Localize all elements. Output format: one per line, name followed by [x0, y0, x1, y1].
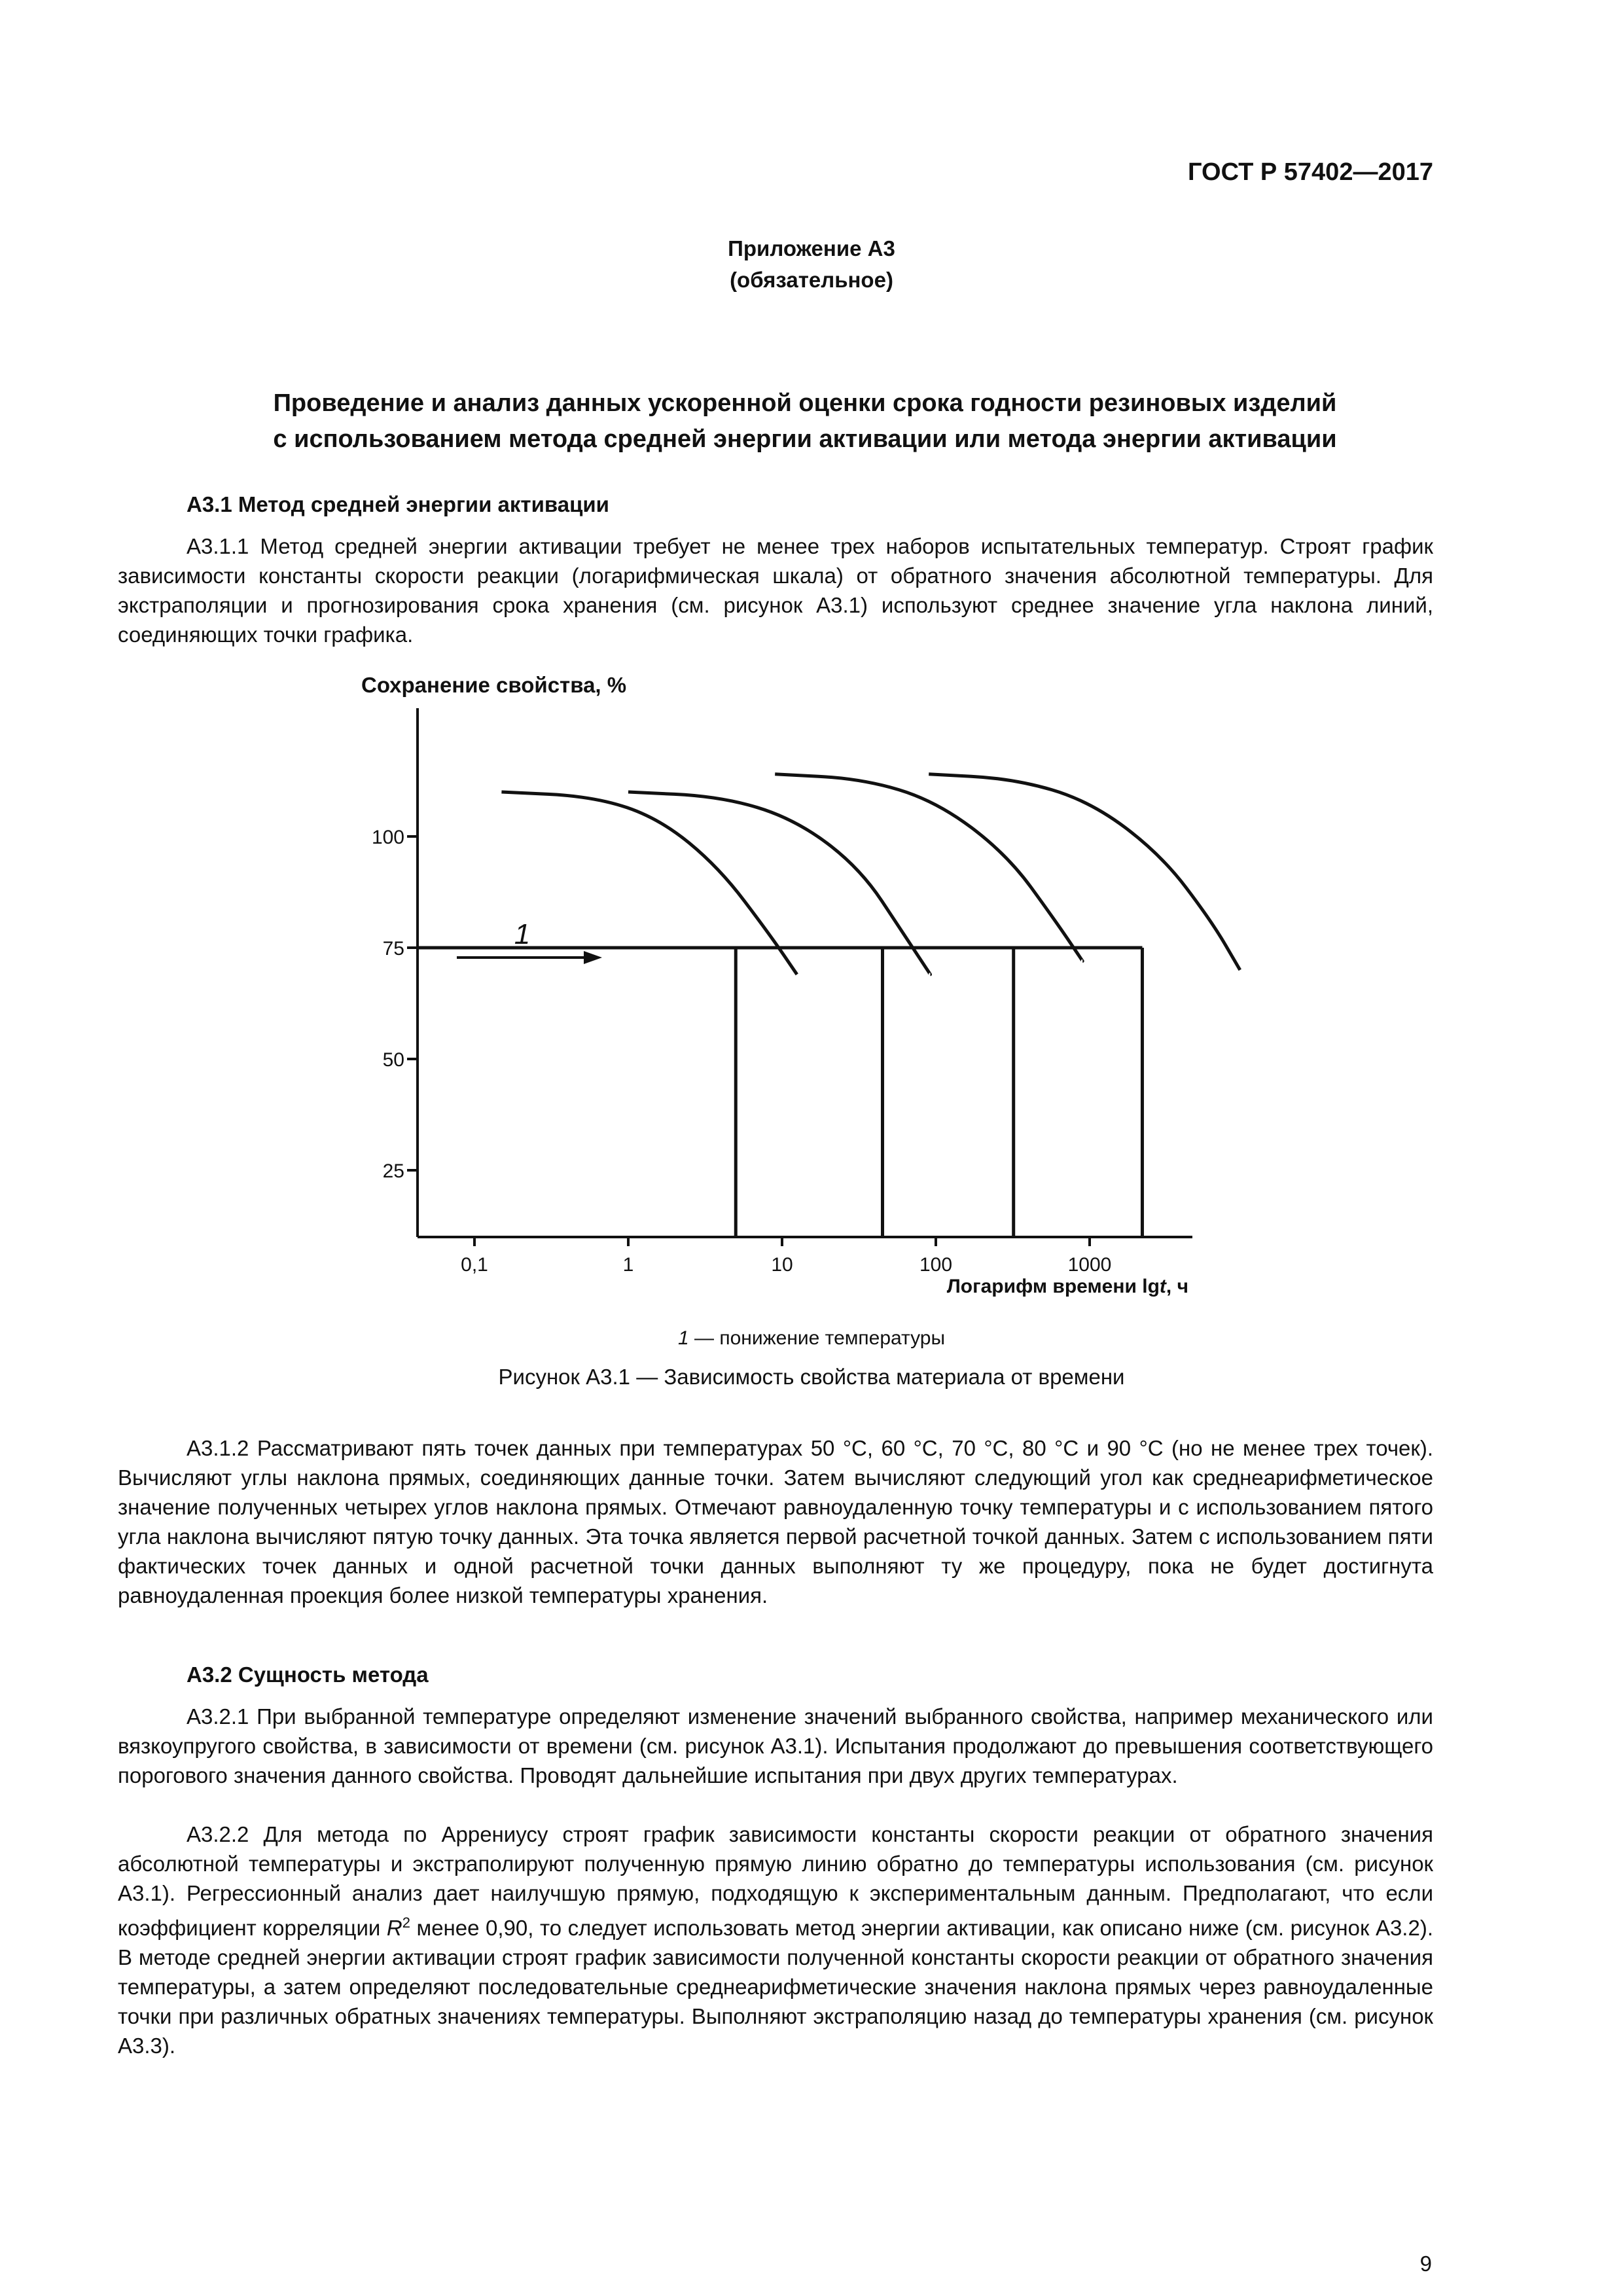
figure-note-text: — понижение температуры [688, 1327, 946, 1349]
standard-number: ГОСТ Р 57402—2017 [1188, 158, 1433, 186]
series-curve [929, 774, 1240, 970]
y-tick-label: 50 [382, 1049, 404, 1071]
paragraph-a3-2-1 [118, 1702, 1433, 1790]
heading-a3-2: А3.2 Сущность метода [187, 1662, 429, 1687]
appendix-status: (обязательное) [730, 268, 893, 292]
series-curve [775, 774, 1082, 961]
paragraph-a3-1-1 [118, 531, 1433, 649]
arrow-label: 1 [514, 918, 531, 950]
figure-note-number: 1 [677, 1327, 689, 1349]
x-tick-label: 1 [622, 1254, 634, 1276]
figure-a3-1-chart [340, 661, 1257, 1316]
paragraph-a3-1-2 [118, 1433, 1433, 1610]
appendix-title: Приложение А3 [728, 236, 895, 260]
paragraph-a3-1-2-text: А3.1.2 Рассматривают пять точек данных при температурах 50 °С, 60 °С, 70 °С, 80 °С и 90 °С (но не менее трех точек). Вычисляют углы наклона прямых, соединяющих данные точки. Затем вычисляют следующий угол как среднеарифметическое значение полученных четырех углов наклона прямых. Отмечают равноудаленную точку температуры и с использованием пятого угла наклона вычисляют пятую точку данных. Эта точка является первой расчетной точкой данных. Затем с использованием пяти фактических точек данных и одной расчетной точки данных выполняют ту же процедуру, пока не будет достигнута равноудаленная проекция более низкой температуры хранения. [118, 1436, 1433, 1607]
chart-xlabel: Логарифм времени lgt, ч [946, 1276, 1188, 1297]
chart-ylabel: Сохранение свойства, % [361, 673, 627, 697]
paragraph-a3-2-2 [118, 1820, 1433, 2060]
x-tick-label: 1000 [1067, 1254, 1112, 1276]
figure-caption: Рисунок А3.1 — Зависимость свойства материала от времени [498, 1365, 1125, 1389]
paragraph-a3-2-2-text: А3.2.2 Для метода по Аррениусу строят график зависимости константы скорости реакции от обратного значения абсолютной температуры и экстраполируют полученную прямую линию обратно до температуры использования (см. рисунок А3.1). Регрессионный анализ дает наилучшую прямую, подходящую к экспериментальным данным. Предполагают, что если коэффициент корреляции $R^2$ менее 0,90, то следует использовать метод энергии активации, как описано ниже (см. рисунок А3.2). В методе средней энергии активации строят график зависимости полученной константы скорости реакции от обратного значения температуры, а затем определяют последовательные среднеарифметические значения наклона прямых через равноудаленные точки при различных обратных значениях температуры. Выполняют экстраполяцию назад до температуры хранения (см. рисунок А3.3). [118, 1822, 1433, 2058]
y-tick-label: 25 [382, 1160, 404, 1182]
y-tick-label: 75 [382, 938, 404, 960]
paragraph-a3-1-1-text: А3.1.1 Метод средней энергии активации требует не менее трех наборов испытательных температур. Строят график зависимости константы скорости реакции (логарифмическая шкала) от обратного значения абсолютной температуры. Для экстраполяции и прогнозирования срока хранения (см. рисунок А3.1) используют среднее значение угла наклона линий, соединяющих точки графика. [118, 534, 1433, 647]
x-tick-label: 100 [919, 1254, 953, 1276]
heading-a3-1: А3.1 Метод средней энергии активации [187, 492, 609, 516]
temperature-arrow-head [584, 951, 602, 964]
paragraph-a3-2-1-text: А3.2.1 При выбранной температуре определяют изменение значений выбранного свойства, например механического или вязкоупругого свойства, в зависимости от времени (см. рисунок А3.1). Испытания продолжают до превышения соответствующего порогового значения данного свойства. Проводят дальнейшие испытания при двух других температурах. [118, 1704, 1433, 1787]
section-title-line-2: с использованием метода средней энергии активации или метода энергии активации [273, 425, 1337, 453]
x-tick-label: 10 [771, 1254, 793, 1276]
page-number: 9 [1419, 2251, 1432, 2276]
figure-note [0, 1327, 1623, 1350]
y-tick-label: 100 [371, 827, 404, 848]
x-tick-label: 0,1 [461, 1254, 488, 1276]
section-title-line-1: Проведение и анализ данных ускоренной оценки срока годности резиновых изделий [273, 389, 1337, 417]
